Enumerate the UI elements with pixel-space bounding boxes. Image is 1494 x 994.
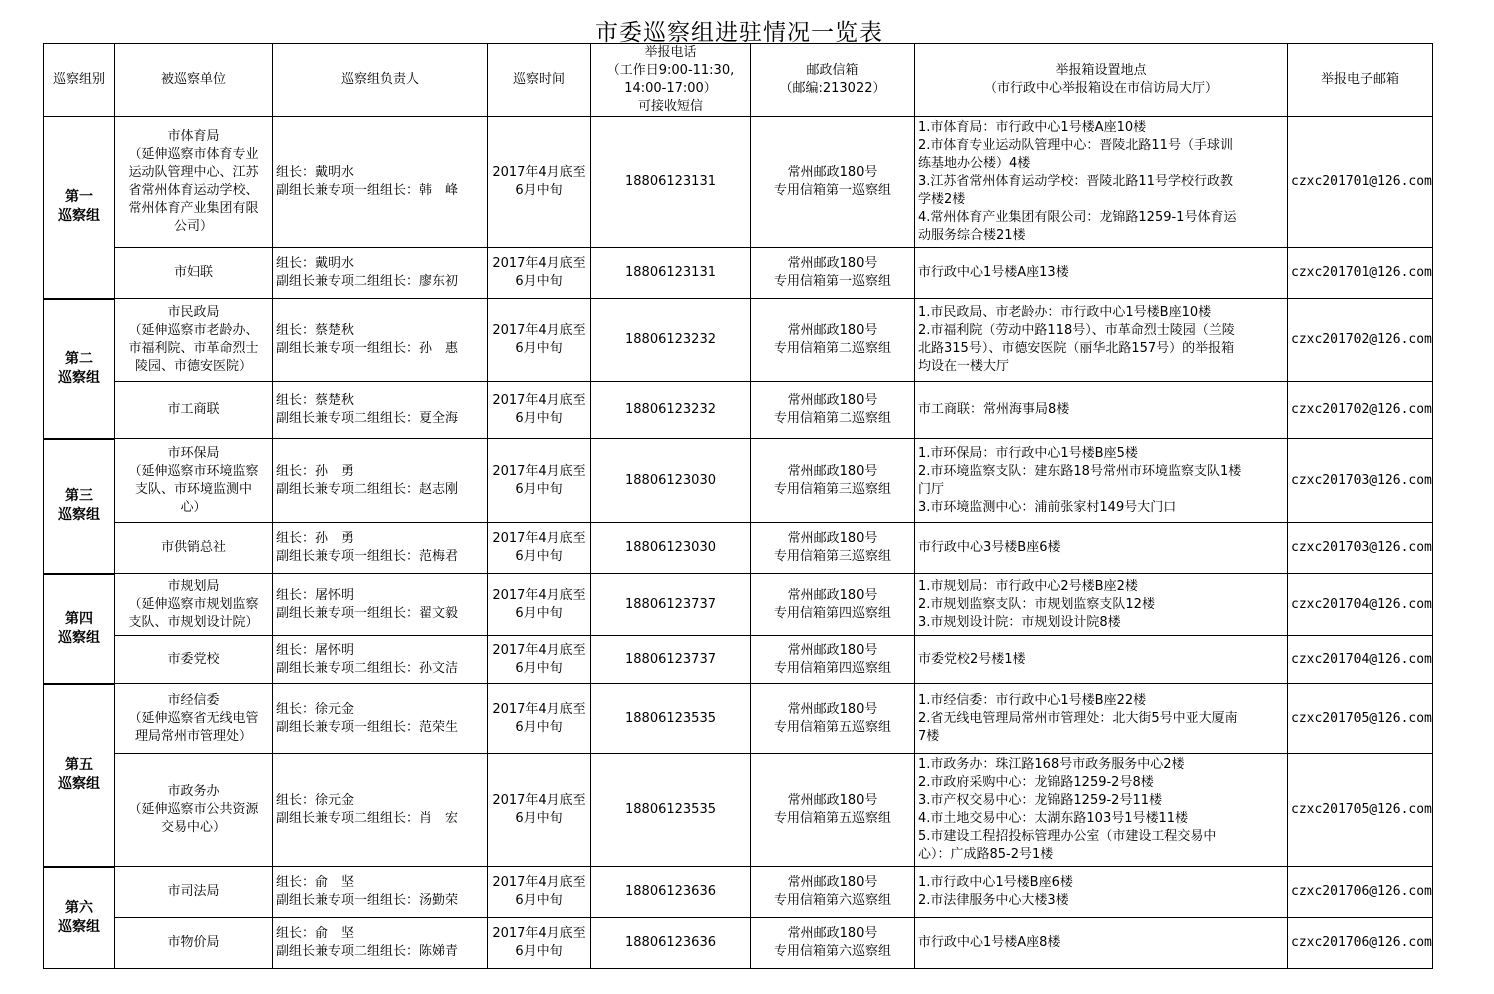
unit-cell-line: 市司法局 [167,884,220,899]
header-phone-line: 14:00-17:00） [624,81,717,96]
mail-cell-line: 常州邮政180号 [787,587,878,603]
time-cell [488,248,591,299]
leader-cell-line: 组长：蔡楚秋 [276,323,355,338]
time-cell-line: 6月中旬 [515,660,563,676]
mail-cell-line: 常州邮政180号 [787,463,878,479]
time-cell-line: 2017年4月底至 [492,701,586,717]
box-location-cell-line: 市工商联：常州海事局8楼 [918,402,1070,417]
unit-cell-line: 理局常州市管理处） [134,728,252,744]
header-unit: 被巡察单位 [115,44,273,117]
email-cell: czxc201702@126.com [1288,299,1433,382]
header-mail [751,44,915,117]
box-location-cell [915,754,1288,867]
box-location-cell-line: 5.市建设工程招投标管理办公室（市建设工程交易中 [918,829,1217,844]
leader-cell-line: 组长：孙 勇 [276,463,355,479]
mail-cell [751,636,915,684]
leader-cell [273,382,488,439]
email-cell: czxc201703@126.com [1288,439,1433,523]
box-location-cell-line: 1.市体育局：市行政中心1号楼A座10楼 [918,120,1147,135]
box-location-cell-line: 1.市环保局：市行政中心1号楼B座5楼 [918,445,1138,461]
email-cell: czxc201703@126.com [1288,523,1433,574]
mail-cell-line: 常州邮政180号 [787,793,878,808]
box-location-cell [915,117,1288,248]
unit-cell-line: 市供销总社 [160,540,226,555]
time-cell-line: 6月中旬 [515,183,563,198]
group-label [44,117,115,299]
box-location-cell [915,248,1288,299]
box-location-cell-line: 1.市规划局：市行政中心2号楼B座2楼 [918,578,1138,594]
header-phone-line: 举报电话 [644,45,697,60]
leader-cell-line: 副组长兼专项二组组长：孙文洁 [276,660,459,676]
phone-cell: 18806123131 [591,117,751,248]
box-location-cell-line: 3.市产权交易中心：龙锦路1259-2号11楼 [918,793,1162,808]
mail-cell-line: 常州邮政180号 [787,531,878,546]
box-location-cell-line: 北路315号）、市德安医院（丽华北路157号）的举报箱 [918,341,1235,356]
group-label-line: 巡察组 [58,776,100,792]
leader-cell-line: 组长：孙 勇 [276,531,355,546]
group-label-line: 第三 [65,488,93,504]
time-cell-line: 2017年4月底至 [492,926,586,941]
time-cell-line: 2017年4月底至 [492,587,586,603]
table-row [44,574,1433,636]
unit-cell-line: （延伸巡察市体育专业 [128,147,259,162]
table-row [44,299,1433,382]
mail-cell [751,754,915,867]
box-location-cell-line: 练基地办公楼）4楼 [918,156,1031,171]
box-location-cell-line: 2.市环境监察支队：建东路18号常州市环境监察支队1楼 [918,463,1242,479]
leader-cell-line: 副组长兼专项一组组长：范荣生 [276,719,459,735]
unit-cell [115,684,273,754]
header-phone-line: （工作日9:00-11:30, [606,63,735,78]
unit-cell-line: 心） [180,499,207,515]
table-row [44,754,1433,867]
time-cell-line: 6月中旬 [515,719,563,735]
leader-cell [273,523,488,574]
phone-cell: 18806123737 [591,574,751,636]
leader-cell-line: 组长：蔡楚秋 [276,393,355,408]
unit-cell-line: 支队、市规划设计院） [128,614,259,630]
leader-cell-line: 副组长兼专项一组组长：汤勤荣 [276,893,459,908]
leader-cell-line: 组长：俞 坚 [276,926,355,941]
table-row [44,523,1433,574]
mail-cell [751,867,915,918]
header-leader: 巡察组负责人 [273,44,488,117]
page-title: 市委巡察组进驻情况一览表 [595,20,883,46]
time-cell-line: 6月中旬 [515,944,563,959]
group-label-line: 第一 [65,189,93,206]
unit-cell-line: 市物价局 [167,935,220,950]
group-label-line: 第六 [65,899,93,916]
phone-cell: 18806123535 [591,754,751,867]
group-label-line: 巡察组 [58,918,100,935]
box-location-cell-line: 2.市规划监察支队：市规划监察支队12楼 [918,596,1155,612]
group-label-line: 第二 [65,350,93,367]
mail-cell-line: 常州邮政180号 [787,875,878,890]
box-location-cell [915,574,1288,636]
header-email: 举报电子邮箱 [1288,44,1433,117]
leader-cell-line: 组长：屠怀明 [276,587,355,603]
header-row [44,44,1433,117]
mail-cell [751,523,915,574]
mail-cell-line: 专用信箱第一巡察组 [773,274,891,289]
box-location-cell [915,382,1288,439]
mail-cell-line: 常州邮政180号 [787,701,878,717]
unit-cell [115,754,273,867]
unit-cell-line: （延伸巡察市环境监察 [128,463,259,479]
group-label-line: 巡察组 [58,369,100,386]
box-location-cell-line: 市行政中心1号楼A座13楼 [918,265,1069,280]
box-location-cell-line: 市行政中心3号楼B座6楼 [918,540,1061,555]
header-mail-line: （邮编:213022） [779,81,886,96]
box-location-cell [915,867,1288,918]
box-location-cell-line: 2.市福利院（劳动中路118号）、市革命烈士陵园（兰陵 [918,323,1235,338]
unit-cell-line: 陵园、市德安医院） [134,359,252,374]
time-cell [488,918,591,969]
mail-cell-line: 常州邮政180号 [787,393,878,408]
unit-cell [115,636,273,684]
group-label-line: 第四 [65,610,93,627]
leader-cell-line: 副组长兼专项一组组长：韩 峰 [276,183,459,198]
mail-cell-line: 专用信箱第六巡察组 [773,944,891,959]
box-location-cell-line: 市行政中心1号楼A座8楼 [918,935,1061,950]
box-location-cell [915,636,1288,684]
leader-cell [273,299,488,382]
unit-cell-line: 省常州体育运动学校、 [128,183,259,198]
phone-cell: 18806123535 [591,684,751,754]
leader-cell-line: 副组长兼专项二组组长：廖东初 [276,274,459,289]
unit-cell [115,248,273,299]
time-cell-line: 6月中旬 [515,605,563,621]
email-cell: czxc201704@126.com [1288,574,1433,636]
group-label-line: 巡察组 [58,507,100,523]
box-location-cell-line: 1.市行政中心1号楼B座6楼 [918,875,1073,890]
leader-cell [273,918,488,969]
box-location-cell-line: 市委党校2号楼1楼 [918,651,1026,667]
header-time: 巡察时间 [488,44,591,117]
box-location-cell-line: 3.市规划设计院：市规划设计院8楼 [918,614,1121,630]
unit-cell-line: （延伸巡察市规划监察 [128,596,259,612]
leader-cell [273,574,488,636]
unit-cell [115,382,273,439]
unit-cell-line: 交易中心） [160,820,226,835]
unit-cell-line: 公司） [173,219,213,234]
time-cell-line: 2017年4月底至 [492,793,586,808]
phone-cell: 18806123030 [591,523,751,574]
email-cell: czxc201705@126.com [1288,754,1433,867]
unit-cell [115,299,273,382]
leader-cell [273,248,488,299]
email-cell: czxc201701@126.com [1288,117,1433,248]
leader-cell-line: 副组长兼专项二组组长：陈娣青 [276,944,459,959]
leader-cell-line: 组长：徐元金 [276,793,355,808]
time-cell [488,684,591,754]
unit-cell-line: 市民政局 [167,305,220,320]
box-location-cell-line: 7楼 [918,728,940,744]
header-phone [591,44,751,117]
box-location-cell [915,918,1288,969]
phone-cell: 18806123737 [591,636,751,684]
mail-cell [751,439,915,523]
email-cell: czxc201705@126.com [1288,684,1433,754]
time-cell [488,574,591,636]
inspection-table [43,43,1433,969]
email-cell: czxc201706@126.com [1288,867,1433,918]
box-location-cell-line: 4.常州体育产业集团有限公司：龙锦路1259-1号体育运 [918,210,1237,225]
unit-cell-line: 市政务办 [167,784,220,799]
group-label-line: 巡察组 [58,629,100,646]
email-cell: czxc201702@126.com [1288,382,1433,439]
unit-cell-line: 市环保局 [167,445,220,461]
box-location-cell [915,299,1288,382]
table-row [44,248,1433,299]
time-cell-line: 2017年4月底至 [492,642,586,658]
time-cell-line: 2017年4月底至 [492,165,586,180]
mail-cell-line: 常州邮政180号 [787,165,878,180]
leader-cell-line: 副组长兼专项一组组长：孙 惠 [276,341,459,356]
unit-cell-line: （延伸巡察省无线电管 [128,710,259,726]
time-cell-line: 6月中旬 [515,341,563,356]
phone-cell: 18806123131 [591,248,751,299]
unit-cell [115,574,273,636]
mail-cell [751,248,915,299]
box-location-cell-line: 门厅 [918,481,945,497]
box-location-cell-line: 学楼2楼 [918,192,966,207]
mail-cell-line: 常州邮政180号 [787,926,878,941]
mail-cell-line: 专用信箱第四巡察组 [773,605,891,621]
mail-cell-line: 专用信箱第六巡察组 [773,893,891,908]
unit-cell-line: （延伸巡察市老龄办、 [128,323,259,338]
box-location-cell [915,523,1288,574]
mail-cell [751,574,915,636]
time-cell-line: 2017年4月底至 [492,323,586,338]
time-cell-line: 2017年4月底至 [492,393,586,408]
mail-cell-line: 专用信箱第五巡察组 [773,719,891,735]
phone-cell: 18806123636 [591,918,751,969]
leader-cell-line: 副组长兼专项二组组长：肖 宏 [276,811,459,826]
mail-cell-line: 常州邮政180号 [787,642,878,658]
box-location-cell-line: 2.市法律服务中心大楼3楼 [918,893,1069,908]
mail-cell-line: 专用信箱第一巡察组 [773,183,891,198]
email-cell: czxc201701@126.com [1288,248,1433,299]
unit-cell-line: 运动队管理中心、江苏 [128,165,259,180]
time-cell-line: 2017年4月底至 [492,463,586,479]
table-row [44,117,1433,248]
mail-cell-line: 专用信箱第二巡察组 [773,341,891,356]
header-box-line: 举报箱设置地点 [1055,63,1147,78]
unit-cell-line: 市福利院、市革命烈士 [128,341,259,356]
leader-cell-line: 组长：戴明水 [276,165,355,180]
mail-cell-line: 常州邮政180号 [787,323,878,338]
time-cell-line: 6月中旬 [515,811,563,826]
time-cell-line: 6月中旬 [515,274,563,289]
mail-cell [751,117,915,248]
time-cell-line: 6月中旬 [515,549,563,564]
leader-cell [273,684,488,754]
table-row [44,918,1433,969]
box-location-cell-line: 心）：广成路85-2号1楼 [918,847,1054,862]
unit-cell-line: 市体育局 [167,129,220,144]
unit-cell [115,523,273,574]
box-location-cell-line: 4.市土地交易中心：太湖东路103号1号楼11楼 [918,811,1189,826]
time-cell-line: 6月中旬 [515,893,563,908]
box-location-cell-line: 动服务综合楼21楼 [918,228,1026,243]
group-label-line: 第五 [65,757,93,773]
header-mail-line: 邮政信箱 [806,63,859,78]
leader-cell-line: 副组长兼专项二组组长：夏全海 [276,411,459,426]
unit-cell-line: 市经信委 [167,692,220,708]
phone-cell: 18806123636 [591,867,751,918]
unit-cell [115,867,273,918]
group-label [44,574,115,684]
mail-cell-line: 专用信箱第三巡察组 [773,481,891,497]
header-group: 巡察组别 [44,44,115,117]
time-cell [488,867,591,918]
leader-cell-line: 组长：戴明水 [276,256,355,271]
email-cell: czxc201706@126.com [1288,918,1433,969]
box-location-cell-line: 3.市环境监测中心：浦前张家村149号大门口 [918,499,1177,515]
phone-cell: 18806123232 [591,299,751,382]
group-label [44,684,115,867]
unit-cell-line: 支队、市环境监测中 [134,481,252,497]
box-location-cell-line: 2.省无线电管理局常州市管理处：北大街5号中亚大厦南 [918,710,1238,726]
group-label-line: 巡察组 [58,208,100,225]
time-cell [488,439,591,523]
time-cell-line: 6月中旬 [515,411,563,426]
time-cell [488,382,591,439]
leader-cell-line: 副组长兼专项一组组长：范梅君 [276,549,459,564]
box-location-cell-line: 1.市民政局、市老龄办：市行政中心1号楼B座10楼 [918,305,1212,320]
table-row [44,684,1433,754]
time-cell [488,636,591,684]
mail-cell [751,299,915,382]
unit-cell-line: 常州体育产业集团有限 [128,201,259,216]
unit-cell-line: 市妇联 [173,265,213,280]
unit-cell-line: 市工商联 [167,402,220,417]
leader-cell [273,439,488,523]
email-cell: czxc201704@126.com [1288,636,1433,684]
box-location-cell [915,439,1288,523]
mail-cell [751,684,915,754]
mail-cell [751,918,915,969]
leader-cell-line: 组长：俞 坚 [276,875,355,890]
time-cell [488,299,591,382]
leader-cell-line: 副组长兼专项二组组长：赵志刚 [276,481,459,497]
group-label [44,867,115,969]
table-row [44,867,1433,918]
box-location-cell-line: 2.市体育专业运动队管理中心：晋陵北路11号（手球训 [918,138,1233,153]
header-box-line: （市行政中心举报箱设在市信访局大厅） [983,81,1218,96]
leader-cell [273,117,488,248]
leader-cell-line: 副组长兼专项一组组长：翟文毅 [276,605,459,621]
phone-cell: 18806123030 [591,439,751,523]
leader-cell [273,754,488,867]
mail-cell-line: 专用信箱第四巡察组 [773,660,891,676]
table-row [44,382,1433,439]
unit-cell-line: 市委党校 [167,651,220,667]
leader-cell-line: 组长：徐元金 [276,701,355,717]
box-location-cell-line: 1.市经信委：市行政中心1号楼B座22楼 [918,692,1147,708]
unit-cell [115,439,273,523]
time-cell [488,117,591,248]
mail-cell [751,382,915,439]
leader-cell [273,636,488,684]
header-phone-line: 可接收短信 [637,99,703,114]
box-location-cell-line: 均设在一楼大厅 [918,359,1010,374]
mail-cell-line: 常州邮政180号 [787,256,878,271]
leader-cell [273,867,488,918]
table-row [44,439,1433,523]
mail-cell-line: 专用信箱第五巡察组 [773,811,891,826]
mail-cell-line: 专用信箱第二巡察组 [773,411,891,426]
group-label [44,439,115,574]
table-row [44,636,1433,684]
time-cell-line: 2017年4月底至 [492,531,586,546]
mail-cell-line: 专用信箱第三巡察组 [773,549,891,564]
unit-cell-line: 市规划局 [167,578,220,594]
box-location-cell-line: 2.市政府采购中心：龙锦路1259-2号8楼 [918,775,1154,790]
unit-cell [115,117,273,248]
time-cell [488,754,591,867]
header-box-location [915,44,1288,117]
phone-cell: 18806123232 [591,382,751,439]
box-location-cell-line: 3.江苏省常州体育运动学校：晋陵北路11号学校行政教 [918,174,1233,189]
box-location-cell-line: 1.市政务办：珠江路168号市政务服务中心2楼 [918,757,1185,772]
time-cell-line: 2017年4月底至 [492,875,586,890]
group-label [44,299,115,439]
time-cell-line: 2017年4月底至 [492,256,586,271]
time-cell-line: 6月中旬 [515,481,563,497]
time-cell [488,523,591,574]
unit-cell [115,918,273,969]
leader-cell-line: 组长：屠怀明 [276,642,355,658]
box-location-cell [915,684,1288,754]
unit-cell-line: （延伸巡察市公共资源 [128,802,259,817]
